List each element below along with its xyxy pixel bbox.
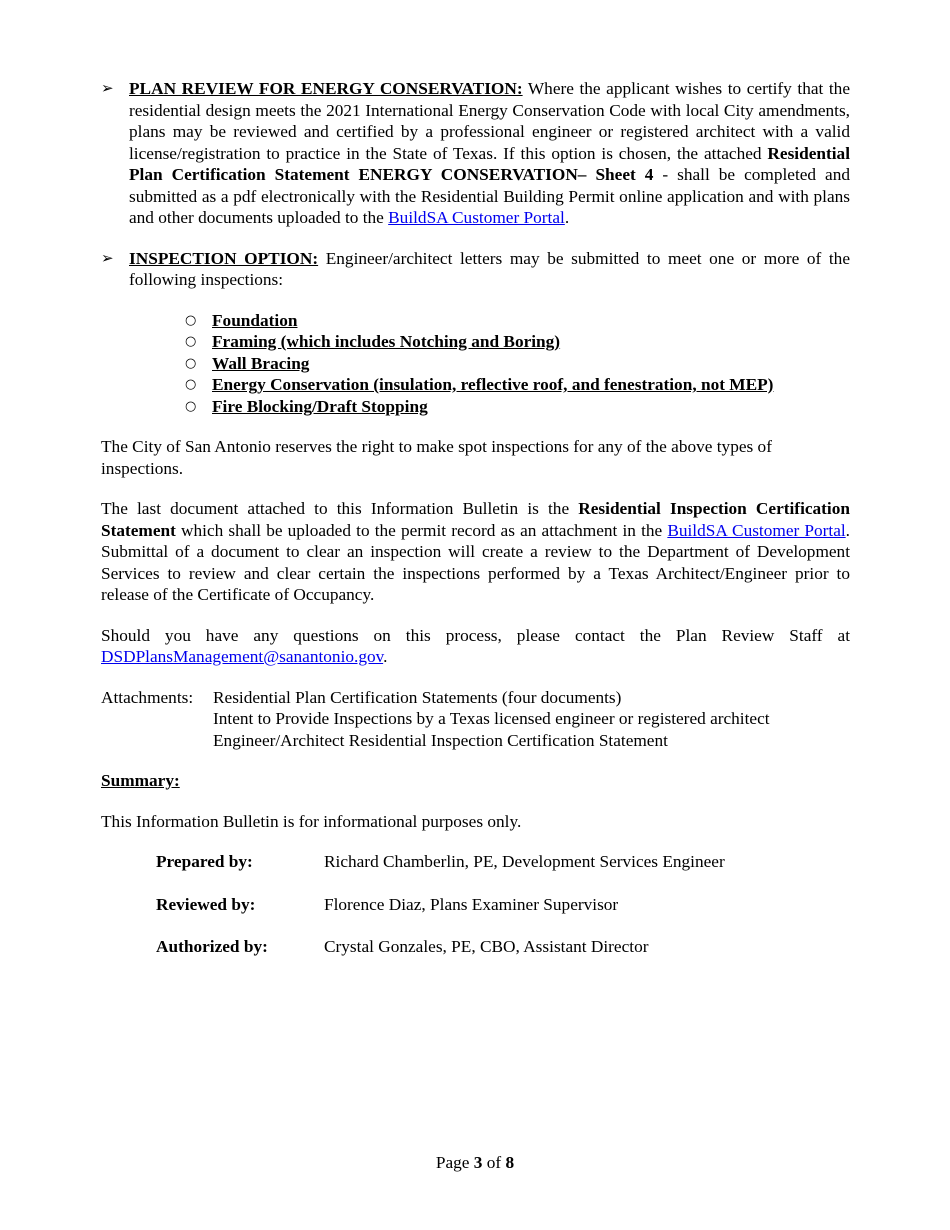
reserve-paragraph: The City of San Antonio reserves the right to make spot inspections for any of the above types of inspections. — [101, 437, 772, 478]
list-item — [185, 353, 850, 375]
last-doc-text-2: which shall be uploaded to the permit record as an attachment in the — [175, 520, 668, 540]
circle-bullet-icon: ○ — [185, 377, 197, 392]
plan-review-heading: PLAN REVIEW FOR ENERGY CONSERVATION: — [129, 79, 523, 98]
page-number: 3 — [473, 1153, 483, 1172]
buildsa-portal-link[interactable]: BuildSA Customer Portal — [667, 520, 846, 540]
attachment-item: Residential Plan Certification Statements (four documents) — [213, 687, 622, 707]
summary-text: This Information Bulletin is for informational purposes only. — [101, 811, 522, 831]
authorized-by-row — [101, 936, 850, 958]
plan-review-text-3: . — [564, 208, 570, 227]
summary-heading: Summary: — [101, 771, 180, 790]
page-total: 8 — [505, 1153, 515, 1172]
questions-paragraph — [101, 625, 850, 668]
energy-statement-name: Residential Plan Certification Statement ENERGY CONSERVATION– Sheet 4 — [129, 143, 850, 184]
inspection-statement-name: Residential Inspection Certification Statement — [101, 499, 850, 540]
buildsa-portal-link[interactable]: BuildSA Customer Portal — [388, 208, 565, 227]
reviewed-by-row — [101, 894, 850, 916]
inspection-item-label: Framing (which includes Notching and Boring) — [212, 332, 561, 351]
circle-bullet-icon: ○ — [185, 398, 197, 414]
authorized-by-label: Authorized by: — [156, 937, 268, 956]
list-item — [185, 396, 850, 418]
attachment-item: Engineer/Architect Residential Inspection Certification Statement — [213, 730, 668, 750]
reviewed-by-label: Reviewed by: — [156, 894, 256, 914]
document-page — [101, 78, 850, 979]
arrow-bullet-icon: ➢ — [101, 248, 114, 267]
authorized-by-value: Crystal Gonzales, PE, CBO, Assistant Director — [324, 937, 649, 956]
inspection-item-label: Energy Conservation (insulation, reflective roof, and fenestration, not MEP) — [212, 375, 774, 394]
prepared-by-value: Richard Chamberlin, PE, Development Services Engineer — [324, 852, 725, 871]
list-item — [185, 331, 850, 353]
reviewed-by-value: Florence Diaz, Plans Examiner Supervisor — [324, 894, 619, 914]
contact-email-link[interactable]: DSDPlansManagement@sanantonio.gov — [101, 647, 384, 666]
questions-text: Should you have any questions on this process, please contact the Plan Review Staff at — [101, 625, 850, 645]
list-item — [185, 374, 850, 396]
plan-review-text-1: Where the applicant wishes to certify that the residential design meets the 2021 International Energy Conservation Code with local City amendments, plans may be reviewed and certified by a professional engineer or registered architect with a valid license/registration to practice in the State of Texas. If this option is chosen, the attached — [129, 79, 850, 163]
last-doc-text-1: The last document attached to this Information Bulletin is the — [101, 499, 579, 518]
circle-bullet-icon: ○ — [185, 334, 197, 349]
questions-end: . — [383, 647, 388, 666]
inspection-option-section — [101, 248, 850, 291]
inspection-list — [101, 310, 850, 418]
last-doc-text-3: . Submittal of a document to clear an inspection will create a review to the Department of Development Services to review and clear certain the inspections performed by a Texas Architect/Engineer prior to release of the Certificate of Occupancy. — [101, 520, 850, 604]
page-word: Page — [435, 1153, 470, 1172]
inspection-item-label: Wall Bracing — [212, 353, 310, 373]
inspection-option-text: Engineer/architect letters may be submitted to meet one or more of the following inspections: — [129, 248, 850, 289]
inspection-option-heading: INSPECTION OPTION: — [129, 248, 319, 268]
prepared-by-label: Prepared by: — [156, 852, 253, 871]
inspection-item-label: Fire Blocking/Draft Stopping — [212, 396, 428, 416]
attachment-item: Intent to Provide Inspections by a Texas licensed engineer or registered architect — [213, 709, 770, 728]
plan-review-section — [101, 78, 850, 229]
attachments-label: Attachments: — [101, 687, 194, 707]
circle-bullet-icon: ○ — [185, 312, 197, 328]
arrow-bullet-icon: ➢ — [101, 79, 114, 97]
attachments-block — [101, 687, 850, 752]
of-word: of — [486, 1153, 502, 1172]
prepared-by-row — [101, 851, 850, 873]
plan-review-text-2: - shall be completed and submitted as a pdf electronically with the Residential Building Permit online application and with plans and other documents uploaded to the — [129, 165, 850, 227]
inspection-item-label: Foundation — [212, 310, 298, 330]
attachments-list — [213, 687, 770, 752]
page-footer — [0, 1152, 950, 1174]
circle-bullet-icon: ○ — [185, 355, 197, 371]
list-item — [185, 310, 850, 332]
last-document-paragraph — [101, 498, 850, 606]
